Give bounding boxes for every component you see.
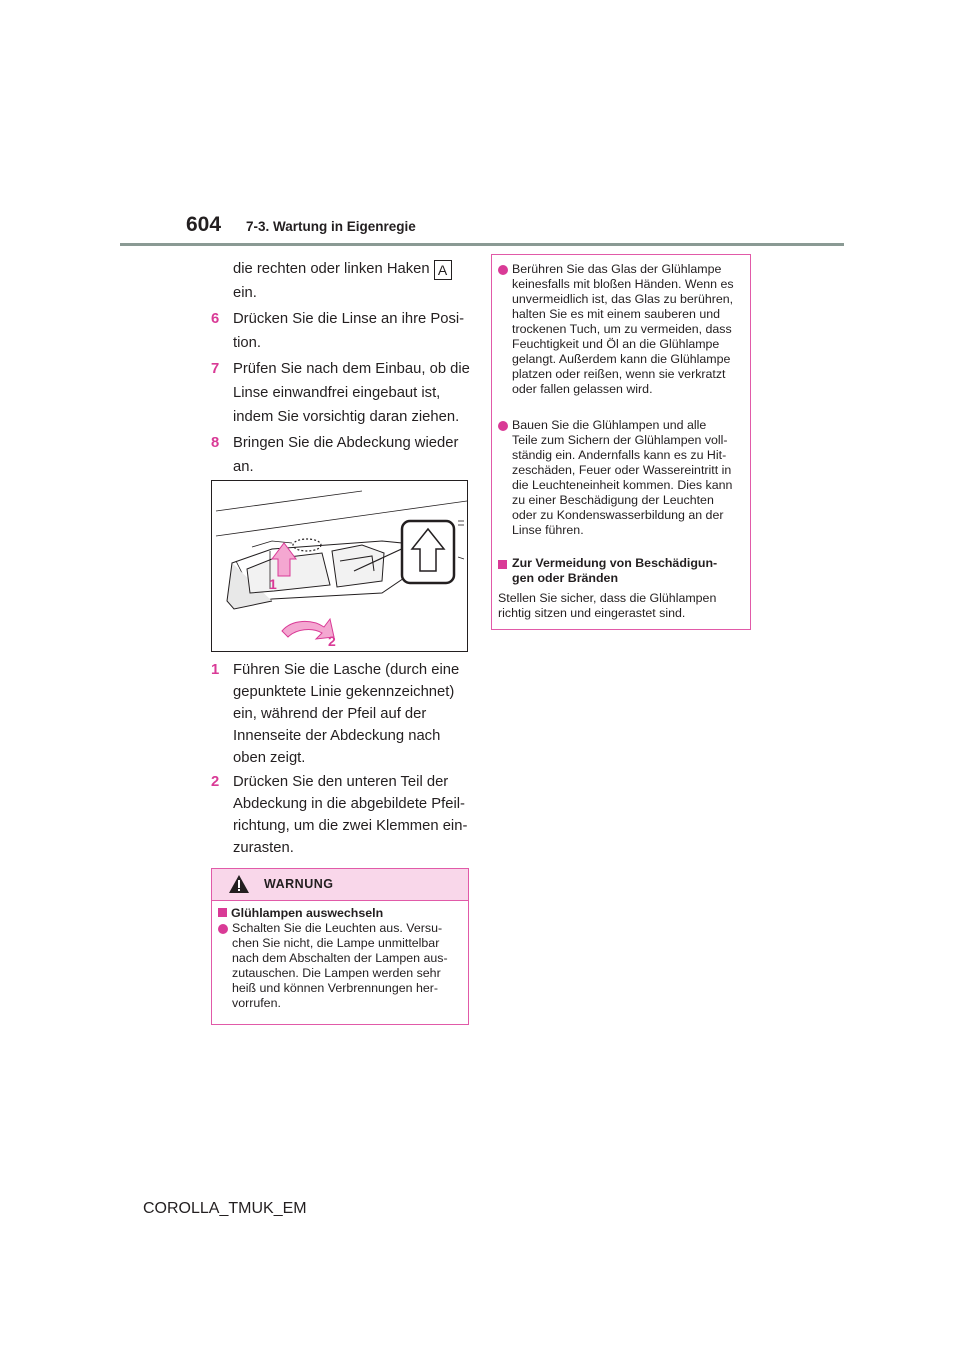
caution-line: Teile zum Sichern der Glühlampen voll- (512, 433, 728, 447)
caution-line: unvermeidlich ist, das Glas zu berühren, (512, 292, 734, 306)
warning-line: heiß und können Verbrennungen her- (232, 981, 438, 995)
warning-box (211, 868, 469, 1025)
step-line: Abdeckung in die abgebildete Pfeil- (233, 796, 465, 812)
step-line: oben zeigt. (233, 750, 306, 766)
warning-line: Schalten Sie die Leuchten aus. Versu- (232, 921, 443, 935)
warning-line: nach dem Abschalten der Lampen aus- (232, 951, 448, 965)
warning-triangle-icon (228, 874, 250, 894)
caution-line: Berühren Sie das Glas der Glühlampe (512, 262, 722, 276)
caution-line: halten Sie es mit einem sauberen und (512, 307, 721, 321)
caution-line: oder fallen gelassen wird. (512, 382, 653, 396)
warning-heading (218, 906, 383, 921)
step-number: 6 (211, 311, 220, 327)
page-number: 604 (186, 213, 222, 236)
caution-line: keinesfalls mit bloßen Händen. Wenn es (512, 277, 734, 291)
caution-line: oder zu Kondenswasserbildung an der (512, 508, 724, 522)
step-line: Linse einwandfrei eingebaut ist, (233, 385, 441, 401)
warning-line: chen Sie nicht, die Lampe unmittelbar (232, 936, 440, 950)
step-number: 8 (211, 435, 220, 451)
callout-2: 2 (328, 633, 336, 649)
caution-box (491, 254, 751, 630)
step-number: 2 (211, 774, 220, 790)
callout-1: 1 (269, 576, 277, 592)
step-line: Prüfen Sie nach dem Einbau, ob die (233, 361, 470, 377)
step-number: 1 (211, 662, 220, 678)
step-line: Führen Sie die Lasche (durch eine (233, 662, 460, 678)
warning-line: vorrufen. (232, 996, 281, 1010)
caution-heading-line: gen oder Bränden (512, 571, 619, 585)
bullet-dot-icon (498, 421, 508, 431)
intro-line (233, 258, 452, 280)
caution-line: trockenen Tuch, um zu vermeiden, dass (512, 322, 732, 336)
caution-line: Linse führen. (512, 523, 584, 537)
step-line: ein, während der Pfeil auf der (233, 706, 427, 722)
step-line: tion. (233, 335, 261, 351)
bullet-dot-icon (218, 924, 228, 934)
square-bullet-icon (498, 560, 507, 569)
header-rule (120, 243, 844, 246)
step-number: 7 (211, 361, 220, 377)
caution-line: Feuchtigkeit und Öl an die Glühlampe (512, 337, 720, 351)
step-line: Innenseite der Abdeckung nach (233, 728, 441, 744)
footer-code: COROLLA_TMUK_EM (143, 1200, 307, 1217)
caution-line: die Leuchteneinheit kommen. Dies kann (512, 478, 733, 492)
step-line: gepunktete Linie gekennzeichnet) (233, 684, 455, 700)
step-line: richtung, um die zwei Klemmen ein- (233, 818, 468, 834)
warning-label: WARNUNG (264, 877, 334, 891)
intro-line: ein. (233, 285, 257, 301)
step-line: Bringen Sie die Abdeckung wieder (233, 435, 459, 451)
caution-para-line: Stellen Sie sicher, dass die Glühlampen (498, 591, 717, 605)
bullet-dot-icon (498, 265, 508, 275)
caution-line: platzen oder reißen, wenn sie verkratzt (512, 367, 726, 381)
square-bullet-icon (218, 908, 227, 917)
step-line: an. (233, 459, 254, 475)
caution-line: ständig ein. Andernfalls kann es zu Hit- (512, 448, 727, 462)
caution-line: gelangt. Außerdem kann die Glühlampe (512, 352, 731, 366)
intro-text: die rechten oder linken Haken (233, 261, 430, 277)
caution-line: zeschäden, Feuer oder Wassereintritt in (512, 463, 732, 477)
step-line: Drücken Sie die Linse an ihre Posi- (233, 311, 465, 327)
step-line: indem Sie vorsichtig daran ziehen. (233, 409, 460, 425)
step-line: Drücken Sie den unteren Teil der (233, 774, 449, 790)
caution-line: Bauen Sie die Glühlampen und alle (512, 418, 707, 432)
figure-steps (211, 659, 471, 859)
warning-header (212, 869, 468, 901)
lamp-cover-illustration (211, 480, 468, 652)
cover-diagram (212, 481, 467, 651)
caution-heading-line: Zur Vermeidung von Beschädigun- (512, 556, 718, 570)
section-title: 7-3. Wartung in Eigenregie (246, 219, 416, 234)
caution-para-line: richtig sitzen und eingerastet sind. (498, 606, 686, 620)
left-column (211, 258, 471, 478)
label-badge-a: A (434, 260, 452, 280)
step-line: zurasten. (233, 840, 294, 856)
warning-line: zutauschen. Die Lampen werden sehr (232, 966, 441, 980)
warning-heading-text: Glühlampen auswechseln (231, 906, 384, 920)
caution-line: zu einer Beschädigung der Leuchten (512, 493, 714, 507)
